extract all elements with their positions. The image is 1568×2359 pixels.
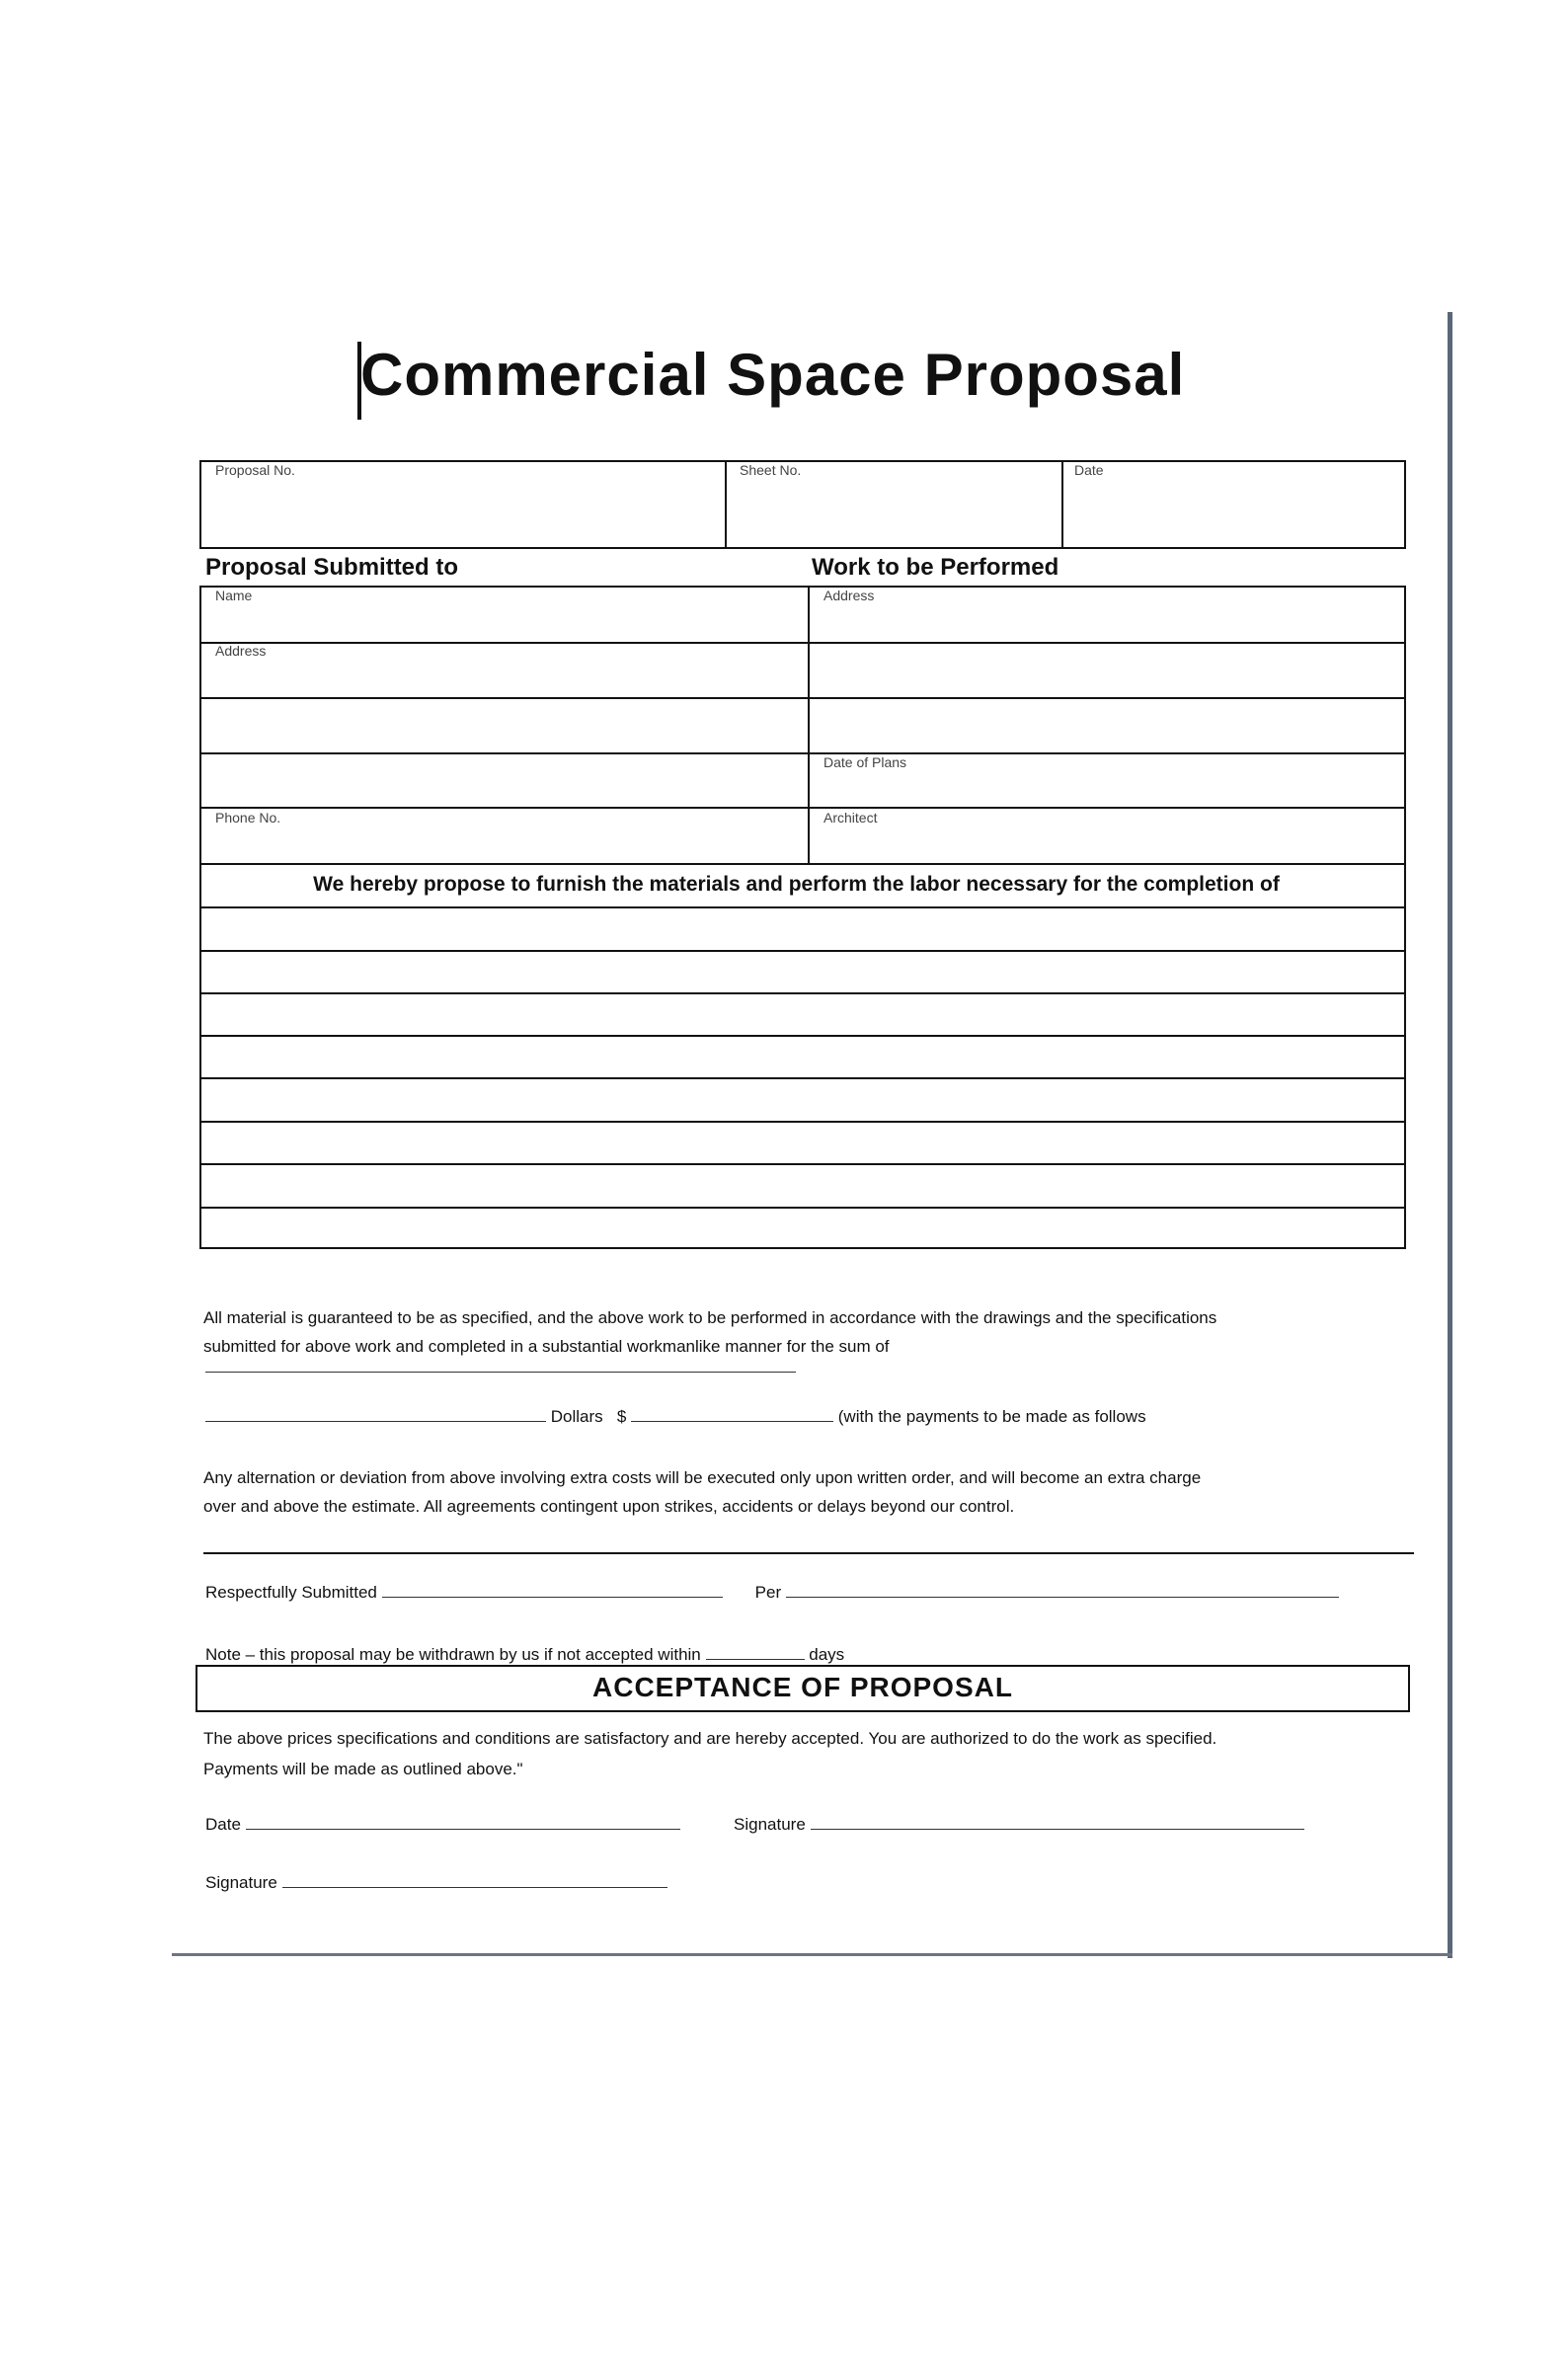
acceptance-signature-line-1 [734, 1815, 1304, 1835]
acceptance-signature-label-1: Signature [734, 1815, 806, 1834]
table-row-line [199, 1207, 1406, 1209]
acceptance-signature-blank-2[interactable] [282, 1873, 667, 1888]
table-row-line [199, 992, 1406, 994]
date-field[interactable]: Date [1074, 462, 1104, 478]
header-divider-1 [725, 460, 727, 549]
acceptance-date-label: Date [205, 1815, 241, 1834]
acceptance-title: ACCEPTANCE OF PROPOSAL [592, 1672, 1013, 1702]
acceptance-date-line [205, 1815, 680, 1835]
table-row-line [199, 752, 1406, 754]
note-prefix: Note – this proposal may be withdrawn by us if not accepted within [205, 1645, 701, 1664]
respectfully-label: Respectfully Submitted [205, 1583, 377, 1602]
work-heading: Work to be Performed [812, 554, 1059, 581]
page-edge-right [1448, 312, 1452, 1958]
table-row-line [199, 1163, 1406, 1165]
dollars-label: Dollars [550, 1407, 603, 1426]
sheet-no-field[interactable]: Sheet No. [740, 462, 802, 478]
table-row-line [199, 807, 1406, 809]
section-divider [203, 1552, 1414, 1554]
alteration-line-2: over and above the estimate. All agreements contingent upon strikes, accidents or delays beyond our control. [203, 1497, 1015, 1516]
acceptance-signature-line-2 [205, 1873, 667, 1893]
guarantee-line-2: submitted for above work and completed in a substantial workmanlike manner for the sum of [203, 1337, 890, 1356]
respectfully-blank[interactable] [382, 1583, 723, 1598]
architect-field[interactable]: Architect [823, 810, 878, 826]
dollar-sign: $ [616, 1407, 627, 1426]
respectfully-line [205, 1583, 1339, 1603]
date-of-plans-field[interactable]: Date of Plans [823, 754, 907, 770]
submitted-to-heading: Proposal Submitted to [205, 554, 459, 581]
proposal-no-field[interactable]: Proposal No. [215, 462, 295, 478]
main-form-table [199, 586, 1406, 1249]
table-row-line [199, 1121, 1406, 1123]
days-blank[interactable] [706, 1645, 805, 1660]
acceptance-date-blank[interactable] [246, 1815, 680, 1830]
work-address-field[interactable]: Address [823, 588, 875, 603]
guarantee-line-1: All material is guaranteed to be as specified, and the above work to be performed in accordance with the drawings and the specifications [203, 1308, 1217, 1327]
table-row-line [199, 950, 1406, 952]
acceptance-signature-blank-1[interactable] [811, 1815, 1304, 1830]
dollar-value-blank[interactable] [631, 1407, 833, 1422]
alteration-line-1: Any alternation or deviation from above involving extra costs will be executed only upon written order, and will become an extra charge [203, 1468, 1202, 1487]
dollars-line [205, 1407, 1146, 1427]
phone-field[interactable]: Phone No. [215, 810, 281, 826]
header-divider-2 [1061, 460, 1063, 549]
propose-statement: We hereby propose to furnish the materials and perform the labor necessary for the completion of [313, 873, 1280, 896]
note-line [205, 1645, 844, 1665]
payments-text: (with the payments to be made as follows [837, 1407, 1146, 1426]
table-column-divider [808, 586, 810, 864]
acceptance-line-1: The above prices specifications and conditions are satisfactory and are hereby accepted. You are authorized to do the work as specified. [203, 1729, 1217, 1748]
per-label: Per [754, 1583, 782, 1602]
page-edge-bottom [172, 1953, 1452, 1956]
table-row-line [199, 642, 1406, 644]
acceptance-signature-label-2: Signature [205, 1873, 277, 1892]
address-field[interactable]: Address [215, 643, 267, 659]
table-row-line [199, 906, 1406, 908]
page-title: Commercial Space Proposal [360, 342, 1186, 408]
table-row-line [199, 697, 1406, 699]
per-blank[interactable] [786, 1583, 1339, 1598]
acceptance-line-2: Payments will be made as outlined above." [203, 1760, 523, 1778]
name-field[interactable]: Name [215, 588, 253, 603]
table-row-line [199, 1077, 1406, 1079]
table-row-line [199, 1035, 1406, 1037]
note-suffix: days [809, 1645, 845, 1664]
header-fields-box [199, 460, 1406, 549]
table-row-line [199, 863, 1406, 865]
sum-blank-line[interactable] [205, 1358, 796, 1377]
dollars-amount-blank[interactable] [205, 1407, 546, 1422]
